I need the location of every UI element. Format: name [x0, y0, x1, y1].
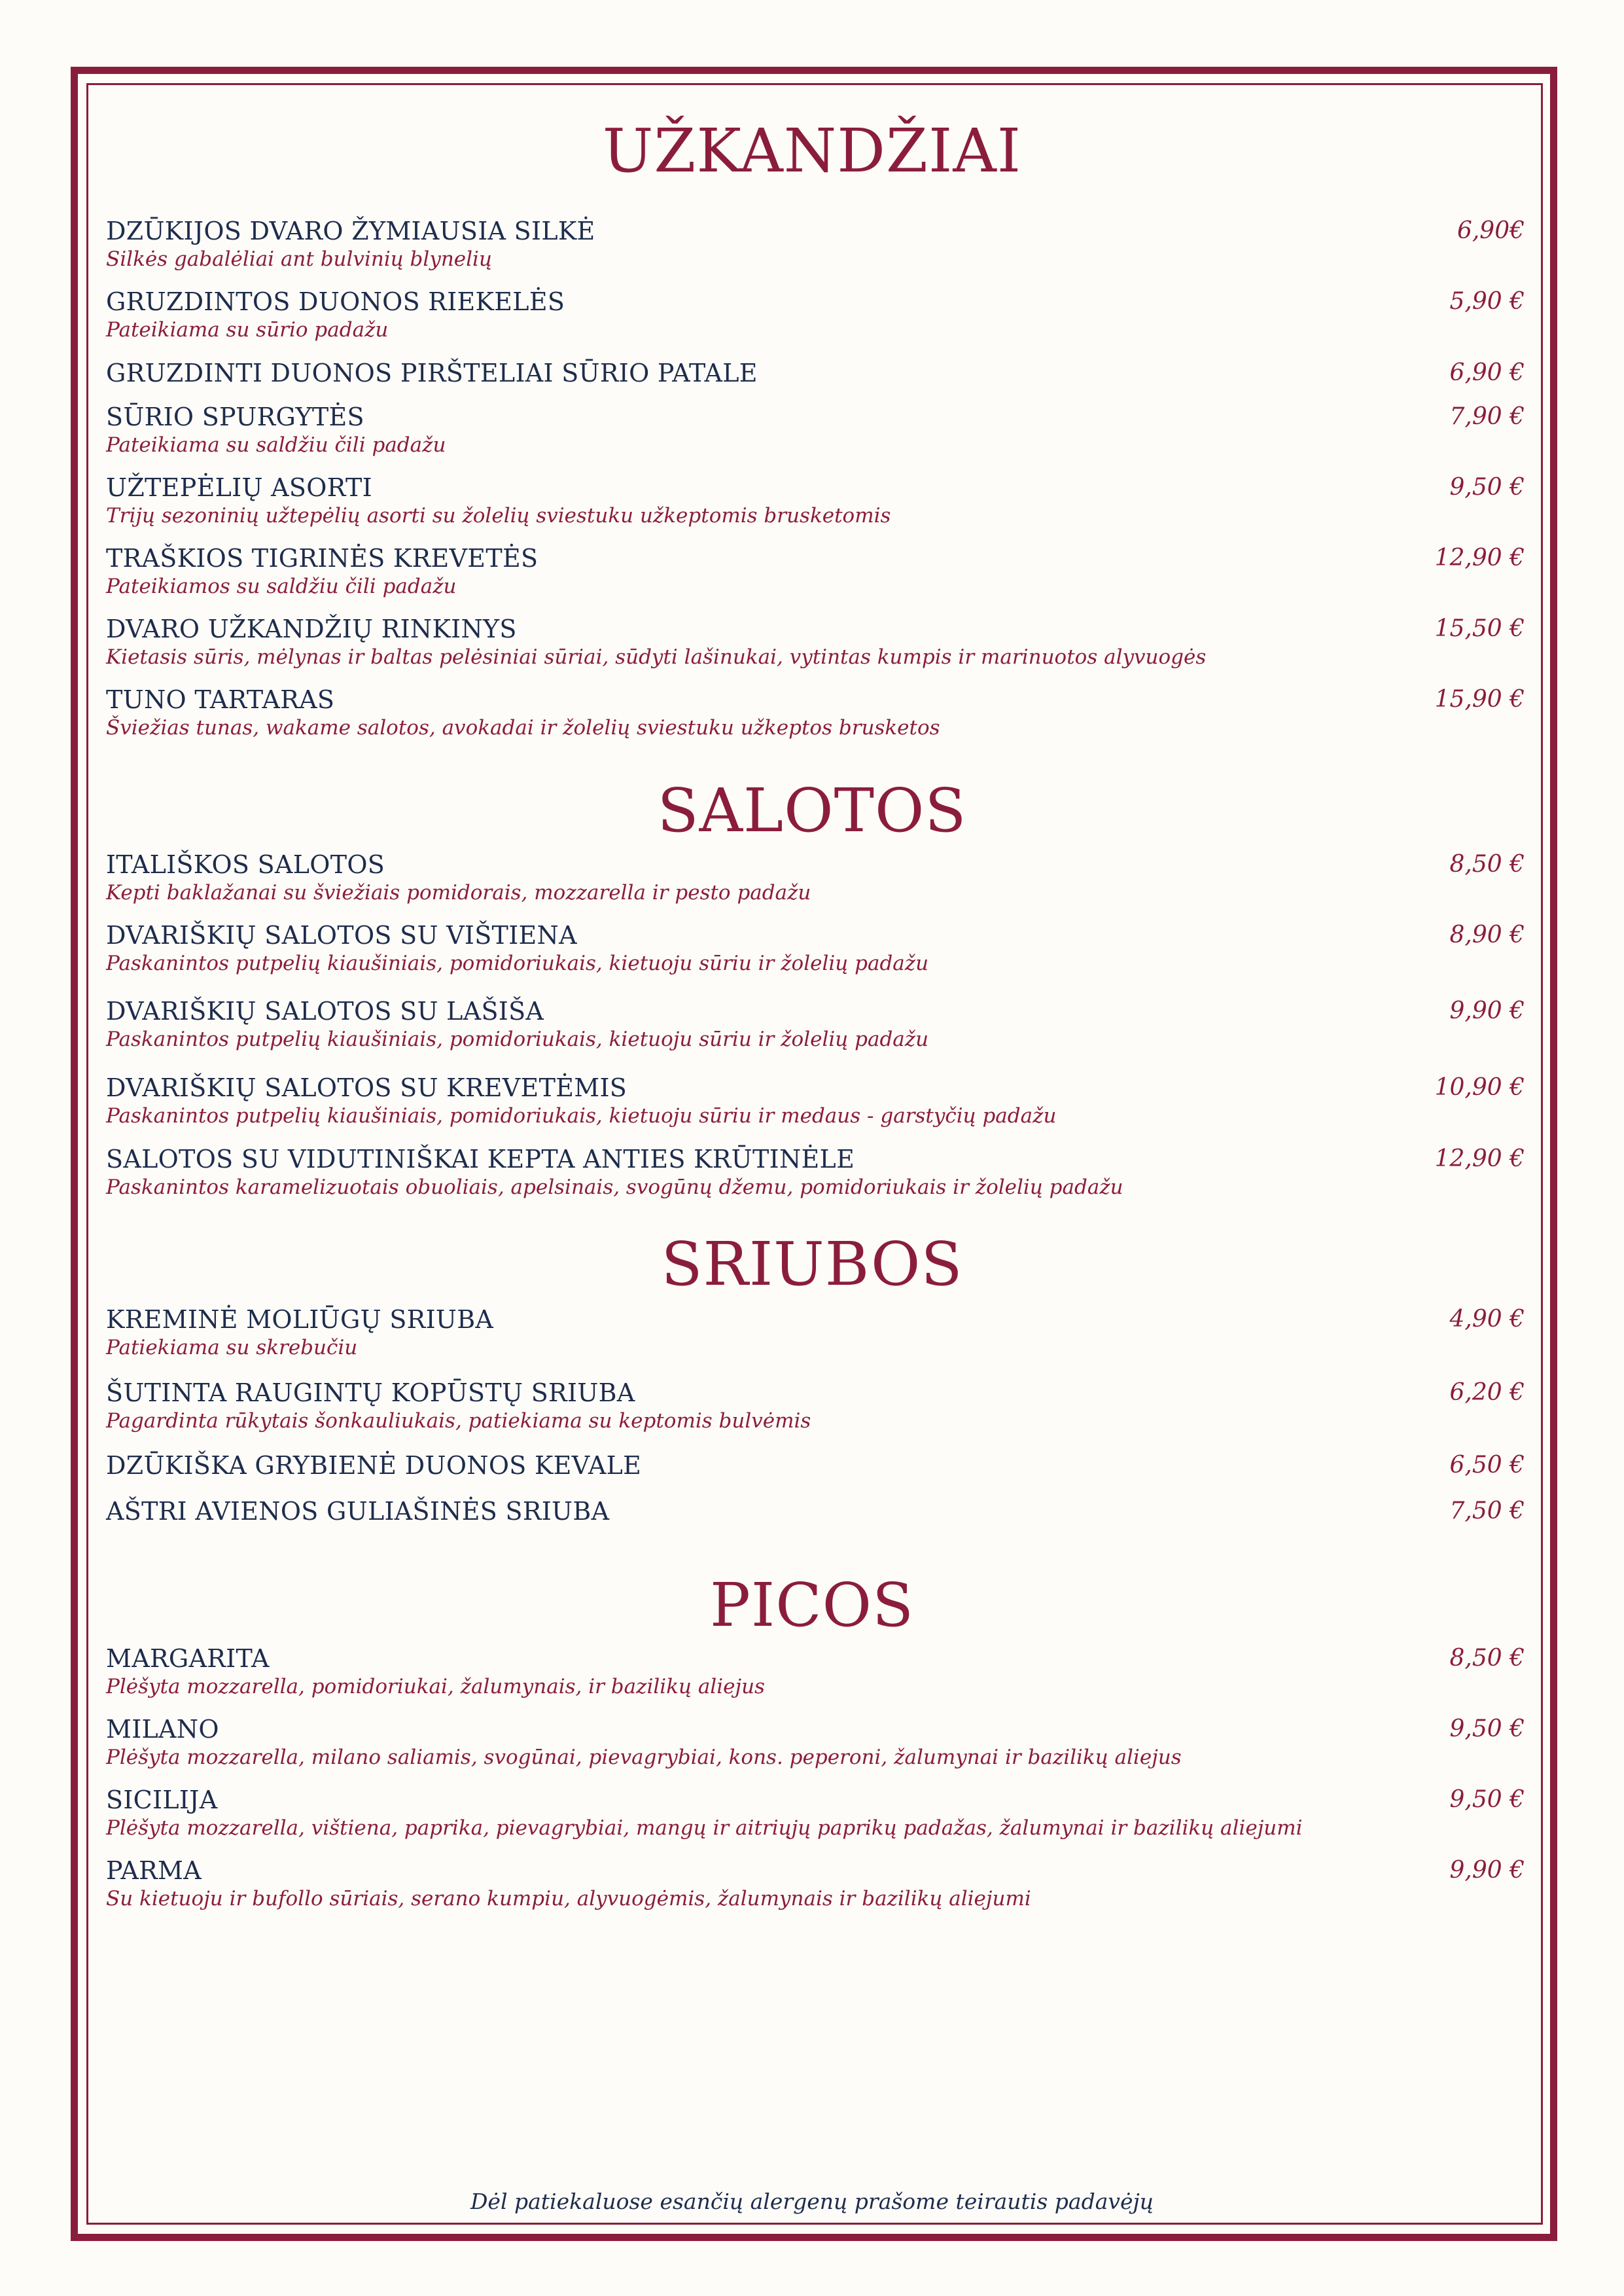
menu-item: [106, 920, 1525, 977]
item-name: TRAŠKIOS TIGRINĖS KREVETĖS: [106, 544, 538, 573]
item-price: 12,90 €: [1434, 1145, 1525, 1172]
section-title-salads: SALOTOS: [657, 776, 967, 846]
item-name: DZŪKIJOS DVARO ŽYMIAUSIA SILKĖ: [106, 217, 595, 245]
item-name: SICILIJA: [106, 1785, 218, 1814]
item-description: Plėšyta mozzarella, pomidoriukai, žalumynais, ir bazilikų aliejus: [106, 1675, 765, 1698]
item-price: 4,90 €: [1449, 1306, 1525, 1333]
menu-item: [106, 1643, 1525, 1700]
menu-item: [106, 1073, 1525, 1129]
item-name: DVARIŠKIŲ SALOTOS SU VIŠTIENA: [106, 921, 577, 950]
item-name: UŽTEPĖLIŲ ASORTI: [106, 473, 372, 502]
item-name: ŠUTINTA RAUGINTŲ KOPŪSTŲ SRIUBA: [106, 1378, 635, 1407]
menu-item: [106, 1450, 1525, 1480]
item-price: 6,20 €: [1449, 1379, 1525, 1406]
item-description: Trijų sezoninių užtepėlių asorti su žolelių sviestuku užkeptomis brusketomis: [106, 504, 891, 528]
item-name: TUNO TARTARAS: [106, 685, 335, 714]
item-name: GRUZDINTI DUONOS PIRŠTELIAI SŪRIO PATALE: [106, 359, 758, 387]
item-name: SŪRIO SPURGYTĖS: [106, 403, 364, 431]
menu-item: [106, 402, 1525, 458]
menu-item: [106, 1144, 1525, 1200]
menu-item: [106, 850, 1525, 906]
menu-item: [106, 1304, 1525, 1361]
item-description: Su kietuoju ir bufollo sūriais, serano kumpiu, alyvuogėmis, žalumynais ir bazilikų aliejumi: [106, 1887, 1031, 1910]
item-price: 9,90 €: [1449, 1857, 1525, 1884]
section-title-soups: SRIUBOS: [661, 1229, 963, 1299]
item-description: Kepti baklažanai su šviežiais pomidorais, mozzarella ir pesto padažu: [106, 881, 811, 905]
item-name: DZŪKIŠKA GRYBIENĖ DUONOS KEVALE: [106, 1451, 642, 1480]
item-description: Patiekiama su skrebučiu: [106, 1336, 358, 1359]
item-price: 5,90 €: [1449, 288, 1525, 315]
menu-item: [106, 1785, 1525, 1841]
item-price: 9,90 €: [1449, 997, 1525, 1024]
item-description: Silkės gabalėliai ant bulvinių blynelių: [106, 247, 492, 271]
item-name: GRUZDINTOS DUONOS RIEKELĖS: [106, 287, 565, 316]
item-description: Pateikiama su saldžiu čili padažu: [106, 433, 446, 457]
item-name: MILANO: [106, 1715, 219, 1744]
item-name: DVARIŠKIŲ SALOTOS SU LAŠIŠA: [106, 997, 544, 1026]
item-description: Kietasis sūris, mėlynas ir baltas pelėsiniai sūriai, sūdyti lašinukai, vytintas kumpis ir marinuotos alyvuogės: [106, 645, 1207, 669]
item-price: 12,90 €: [1434, 545, 1525, 571]
item-description: Pateikiama su sūrio padažu: [106, 318, 389, 342]
menu-item: [106, 1496, 1525, 1526]
menu-item: [106, 1714, 1525, 1770]
item-name: DVARIŠKIŲ SALOTOS SU KREVETĖMIS: [106, 1073, 627, 1102]
item-price: 8,90 €: [1449, 922, 1525, 948]
item-description: Pateikiamos su saldžiu čili padažu: [106, 575, 457, 598]
item-description: Paskanintos putpelių kiaušiniais, pomidoriukais, kietuoju sūriu ir žolelių padažu: [106, 952, 929, 975]
item-name: PARMA: [106, 1856, 202, 1885]
menu-item: [106, 473, 1525, 529]
item-price: 9,50 €: [1449, 1715, 1525, 1742]
menu-item: [106, 216, 1525, 272]
item-price: 10,90 €: [1434, 1074, 1525, 1101]
item-price: 15,90 €: [1434, 686, 1525, 713]
item-price: 7,50 €: [1449, 1498, 1525, 1524]
item-price: 6,90 €: [1449, 359, 1525, 386]
item-price: 7,90 €: [1449, 403, 1525, 430]
item-name: AŠTRI AVIENOS GULIAŠINĖS SRIUBA: [106, 1497, 610, 1526]
item-name: KREMINĖ MOLIŪGŲ SRIUBA: [106, 1305, 494, 1334]
item-description: Plėšyta mozzarella, vištiena, paprika, pievagrybiai, mangų ir aitriųjų paprikų padažas, žalumynai ir bazilikų aliejumi: [106, 1816, 1303, 1840]
item-name: ITALIŠKOS SALOTOS: [106, 850, 385, 879]
item-price: 6,50 €: [1449, 1452, 1525, 1479]
item-description: Paskanintos karamelizuotais obuoliais, apelsinais, svogūnų džemu, pomidoriukais ir žolelių padažu: [106, 1175, 1123, 1199]
item-price: 8,50 €: [1449, 1645, 1525, 1672]
allergen-note: Dėl patiekaluose esančių alergenų prašome teirautis padavėjų: [470, 2189, 1154, 2214]
menu-item: [106, 996, 1525, 1052]
item-description: Plėšyta mozzarella, milano saliamis, svogūnai, pievagrybiai, kons. peperoni, žalumynai ir bazilikų aliejus: [106, 1746, 1182, 1769]
item-description: Pagardinta rūkytais šonkauliukais, patiekiama su keptomis bulvėmis: [106, 1409, 811, 1433]
menu-item: [106, 358, 1525, 388]
section-title-pizzas: PICOS: [709, 1570, 915, 1640]
item-price: 6,90€: [1456, 217, 1525, 244]
menu-item: [106, 1378, 1525, 1434]
item-price: 15,50 €: [1434, 615, 1525, 642]
item-price: 9,50 €: [1449, 474, 1525, 501]
menu-item: [106, 614, 1525, 670]
item-description: Paskanintos putpelių kiaušiniais, pomidoriukais, kietuoju sūriu ir žolelių padažu: [106, 1028, 929, 1051]
item-description: Šviežias tunas, wakame salotos, avokadai ir žolelių sviestuku užkeptos brusketos: [106, 716, 940, 740]
item-price: 9,50 €: [1449, 1786, 1525, 1813]
menu-item: [106, 287, 1525, 343]
item-name: MARGARITA: [106, 1644, 270, 1673]
menu-item: [106, 685, 1525, 741]
item-name: SALOTOS SU VIDUTINIŠKAI KEPTA ANTIES KRŪTINĖLE: [106, 1145, 855, 1174]
menu-item: [106, 1856, 1525, 1912]
menu-item: [106, 543, 1525, 600]
section-title-appetizers: UŽKANDŽIAI: [602, 116, 1022, 186]
item-name: DVARO UŽKANDŽIŲ RINKINYS: [106, 615, 517, 643]
item-price: 8,50 €: [1449, 851, 1525, 878]
item-description: Paskanintos putpelių kiaušiniais, pomidoriukais, kietuoju sūriu ir medaus - garstyčių padažu: [106, 1104, 1057, 1128]
